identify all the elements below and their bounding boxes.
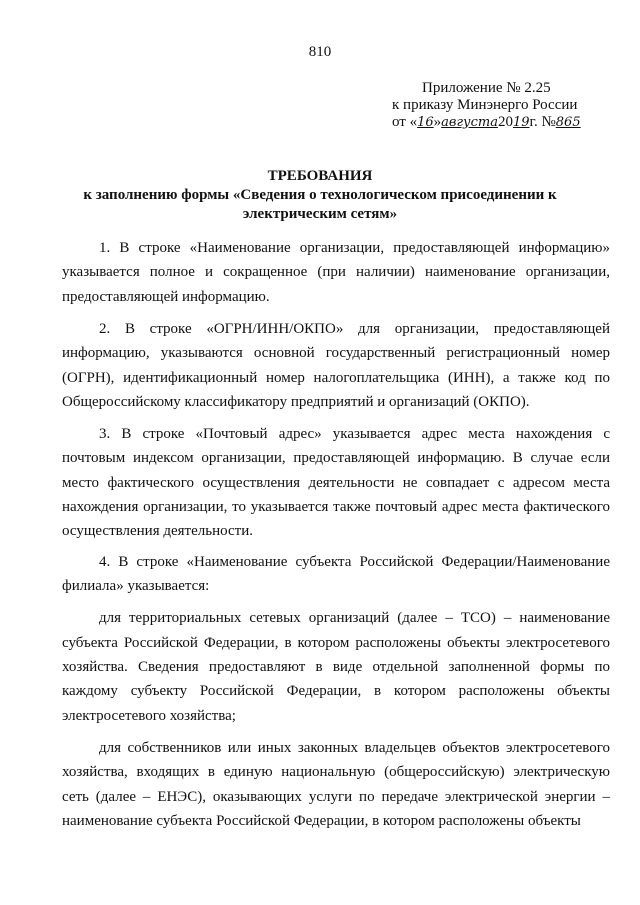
appendix-order-ref: к приказу Минэнерго России [392, 97, 578, 113]
page-number: 810 [308, 44, 332, 60]
order-number-label: г. № [529, 114, 556, 130]
date-quote-close: » [433, 114, 442, 130]
title-heading: ТРЕБОВАНИЯ [267, 168, 373, 184]
appendix-date-line [392, 114, 632, 131]
handwritten-year: 19 [512, 115, 530, 130]
paragraph-3: 3. В строке «Почтовый адрес» указывается адрес места нахождения с почтовым индексом организации, предоставляющей информацию. В случае если место фактического осуществления деятельности не совпадает с адресом места нахождения организации, то указывается также почтовый адрес места фактического осуществления деятельности. [62, 425, 610, 540]
date-prefix: от « [392, 114, 418, 130]
document-body [62, 236, 610, 841]
document-title [40, 167, 600, 224]
date-century: 20 [497, 114, 513, 130]
paragraph-4-item-tso: для территориальных сетевых организаций (далее – ТСО) – наименование субъекта Российской Федерации, в котором расположены объекты электросетевого хозяйства. Сведения предоставляют в виде отдельной заполненной формы по каждому субъекту Российской Федерации, в котором расположены объекты электросетевого хозяйства; [62, 610, 610, 724]
paragraph-1: 1. В строке «Наименование организации, предоставляющей информацию» указывается полное и сокращенное (при наличии) наименование организации, предоставляющей информацию. [62, 240, 610, 305]
appendix-header [392, 80, 632, 131]
paragraph-4: 4. В строке «Наименование субъекта Российской Федерации/Наименование филиала» указывается: [62, 553, 610, 595]
handwritten-order-number: 865 [555, 115, 581, 130]
title-subtitle: к заполнению формы «Сведения о технологическом присоединении к электрическим сетям» [83, 187, 557, 222]
handwritten-day: 16 [417, 115, 434, 130]
appendix-title: Приложение № 2.25 [422, 80, 551, 96]
paragraph-4-item-enes: для собственников или иных законных владельцев объектов электросетевого хозяйства, входящих в единую национальную (общероссийскую) электрическую сеть (далее – ЕНЭС), оказывающих услуги по передаче электрической энергии – наименование субъекта Российской Федерации, в котором расположены объекты [62, 739, 610, 829]
handwritten-month: августа [441, 115, 498, 130]
paragraph-2: 2. В строке «ОГРН/ИНН/ОКПО» для организации, предоставляющей информацию, указываются основной государственный регистрационный номер (ОГРН), идентификационный номер налогоплательщика (ИНН), а также код по Общероссийскому классификатору предприятий и организаций (ОКПО). [62, 320, 610, 410]
